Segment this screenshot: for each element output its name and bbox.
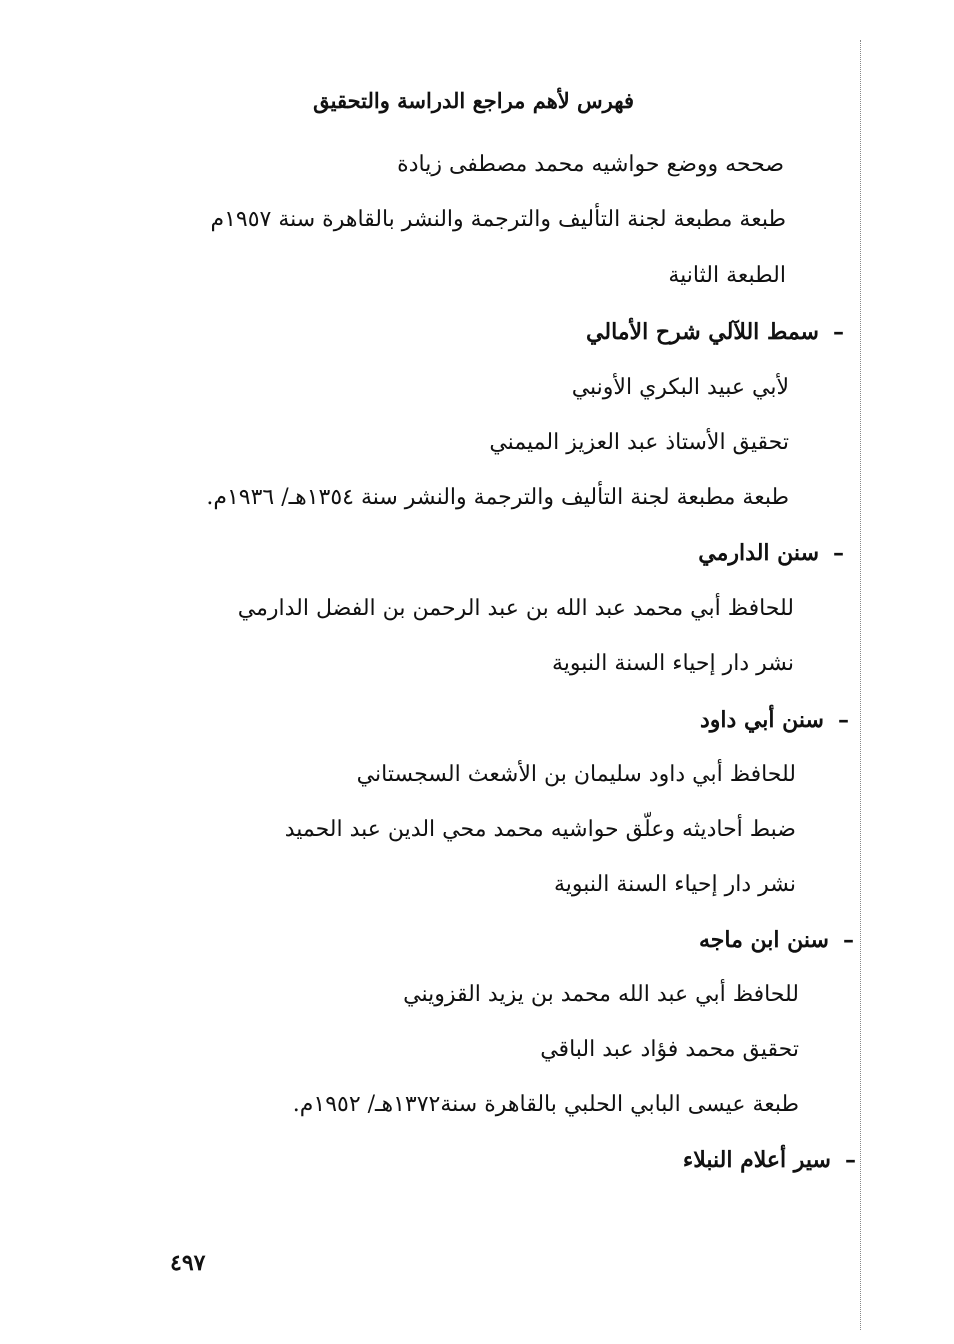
entry-line: ضبط أحاديثه وعلّق حواشيه محمد محي الدين عبد الحميد <box>284 817 796 842</box>
entry-line: صححه ووضع حواشيه محمد مصطفى زيادة <box>397 152 784 177</box>
list-dash: – <box>833 540 844 566</box>
reference-heading: –سمط اللآلي شرح الأمالي <box>586 319 844 345</box>
entry-line: طبعة مطبعة لجنة التأليف والترجمة والنشر سنة ١٣٥٤هـ/ ١٩٣٦م. <box>206 485 789 510</box>
entry-line: لأبي عبيد البكري الأونبي <box>571 375 789 400</box>
entry-line: تحقيق محمد فؤاد عبد الباقي <box>540 1037 799 1062</box>
page-title: فهرس لأهم مراجع الدراسة والتحقيق <box>313 88 634 113</box>
page-number: ٤٩٧ <box>170 1250 206 1276</box>
list-dash: – <box>838 707 849 733</box>
reference-heading: –سنن الدارمي <box>698 540 844 566</box>
entry-line: للحافظ أبي عبد الله محمد بن يزيد القزويني <box>403 982 799 1007</box>
list-dash: – <box>843 927 854 953</box>
reference-heading: –سنن أبي داود <box>699 707 849 733</box>
entry-line: نشر دار إحياء السنة النبوية <box>553 872 796 897</box>
reference-heading: –سنن ابن ماجه <box>698 927 854 953</box>
entry-line: الطبعة الثانية <box>668 263 786 288</box>
list-dash: – <box>845 1147 856 1173</box>
entry-line: طبعة عيسى البابي الحلبي بالقاهرة سنة١٣٧٢هـ/ ١٩٥٢م. <box>292 1092 799 1117</box>
list-dash: – <box>833 319 844 345</box>
entry-line: تحقيق الأستاذ عبد العزيز الميمني <box>489 430 789 455</box>
entry-line: طبعة مطبعة لجنة التأليف والترجمة والنشر بالقاهرة سنة ١٩٥٧م <box>210 207 786 232</box>
entry-line: للحافظ أبي محمد عبد الله بن عبد الرحمن بن الفضل الدارمي <box>237 596 794 621</box>
entry-line: نشر دار إحياء السنة النبوية <box>551 651 794 676</box>
entry-line: للحافظ أبي داود سليمان بن الأشعث السجستاني <box>356 762 796 787</box>
page-edge-divider <box>860 40 861 1330</box>
reference-heading: –سير أعلام النبلاء <box>682 1147 856 1173</box>
